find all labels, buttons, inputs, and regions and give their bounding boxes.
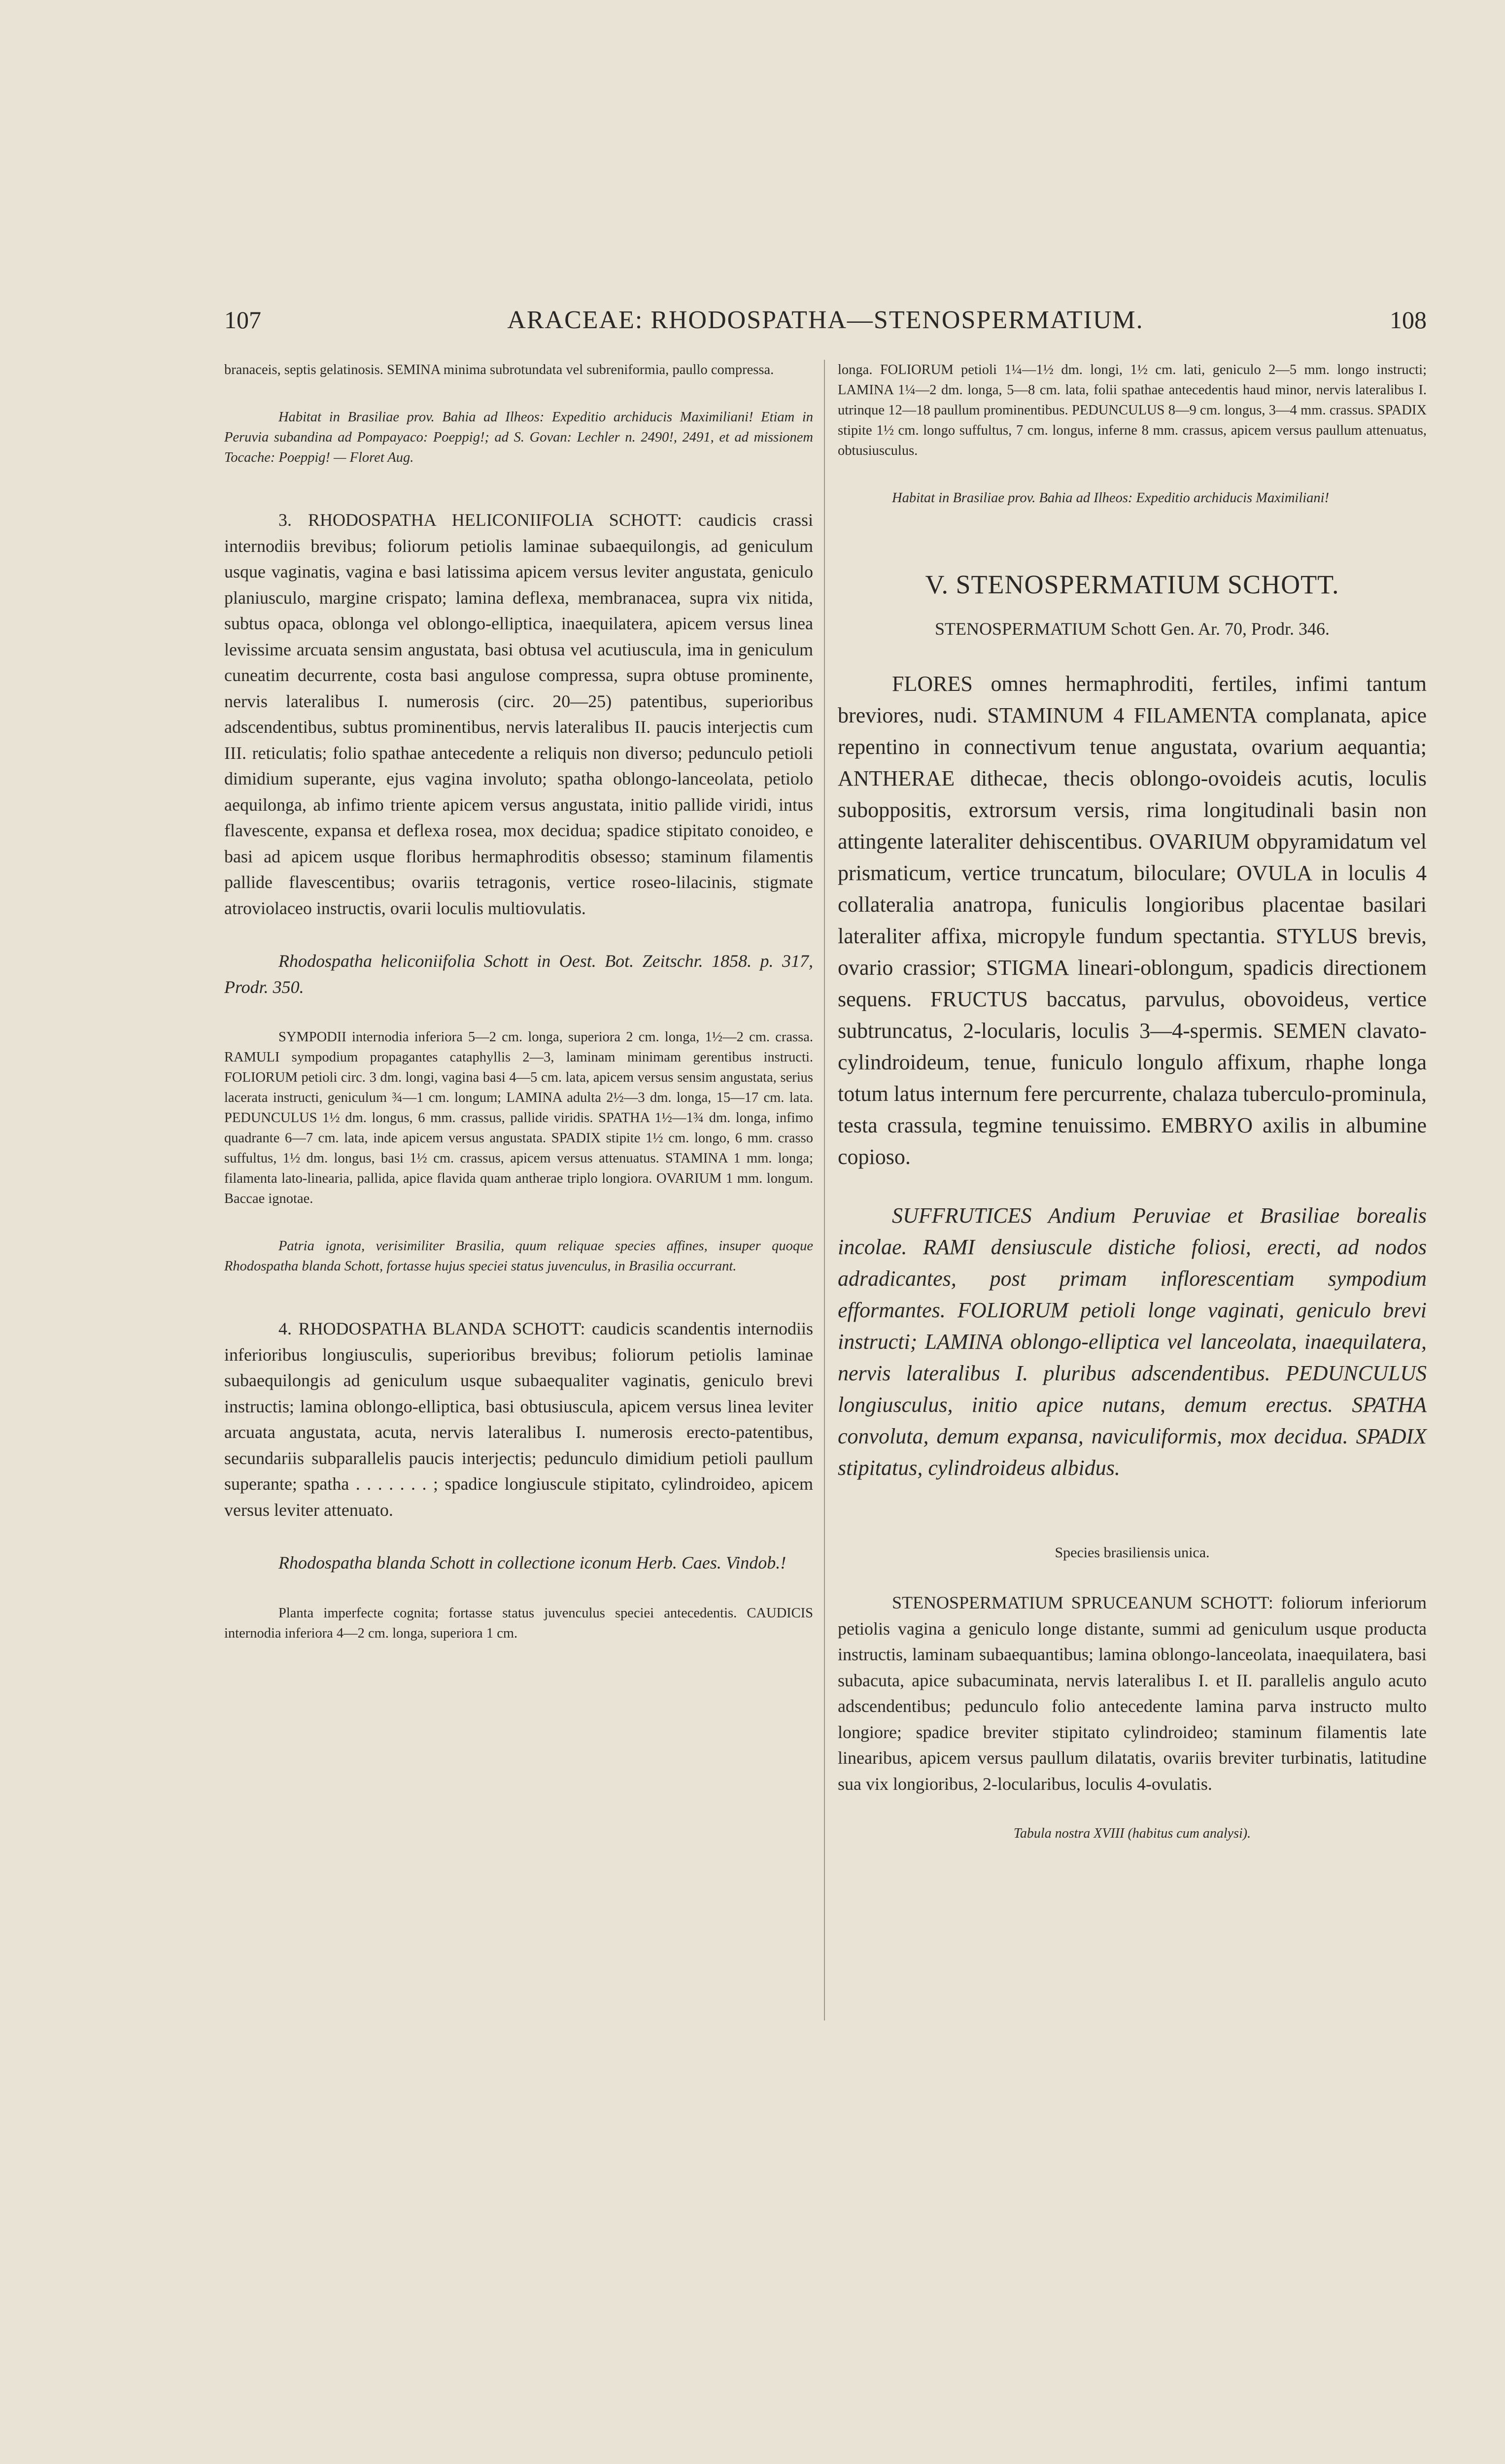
running-title: ARACEAE: RHODOSPATHA—STENOSPERMATIUM.: [507, 306, 1144, 334]
genus-description: FLORES omnes hermaphroditi, fertiles, infimi tantum breviores, nudi. STAMINUM 4 FILAMENTA complanata, apice repentino in connectivum tenue angustata, ovarium aequantia; ANTHERAE dithecae, thecis oblongo-ovoideis acutis, loculis suboppositis, extrorsum versis, rima longitudinali basin non attingente lateraliter dehiscentibus. OVARIUM obpyramidatum vel prismaticum, vertice truncatum, biloculare; OVULA in loculis 4 collateralia anatropa, funiculis longioribus placentae basilari lateraliter affixa, micropyle fundum spectantia. STYLUS brevis, ovario crassior; STIGMA lineari-oblongum, spadicis directionem sequens. FRUCTUS baccatus, parvulus, obovoideus, vertice subtruncatus, 2-locularis, loculis 3—4-spermis. SEMEN clavato-cylindroideum, tenue, funiculo longulo affixum, rhaphe longa totum latus internum fere percurrente, chalaza tuberculo-prominula, testa crassula, tegmine tenuissimo. EMBRYO axilis in albumine copioso.: [838, 672, 1427, 1169]
species-description: STENOSPERMATIUM SPRUCEANUM SCHOTT: foliorum inferiorum petiolis vagina a geniculo longe distante, summi ad geniculum usque producta instructis, laminam subaequantibus; lamina oblongo-lanceolata, inaequilatera, basi subacuta, apice subacuminata, nervis lateralibus I. et II. parallelis angulo acuto adscendentibus; pedunculo folio antecedente lamina parva instructo multo longiore; spadice breviter stipitato cylindroideo; staminum filamentis late linearibus, apicem versus paullum dilatatis, ovariis breviter turbinatis, latitudine sua vix longioribus, 2-locularibus, loculis 4-ovulatis.: [838, 1593, 1427, 1794]
continued-measurements: longa. FOLIORUM petioli 1¼—1½ dm. longi, 1½ cm. lati, geniculo 2—5 mm. longo instructi; LAMINA 1¼—2 dm. longa, 5—8 cm. lata, folii spathae antecedentis haud minor, nervis lateralibus I. utrinque 12—18 paullum prominentibus. PEDUNCULUS 8—9 cm. longus, 3—4 mm. crassus. SPADIX stipite 1½ cm. longo suffultus, 7 cm. longus, inferne 8 mm. crassus, apicem versus paullum attenuatus, obtusiusculus.: [838, 362, 1427, 458]
species-3-measurements: SYMPODII internodia inferiora 5—2 cm. longa, superiora 2 cm. longa, 1½—2 cm. crassa. RAMULI sympodium propagantes cataphyllis 2—3, laminam minimam gerentibus instructi. FOLIORUM petioli circ. 3 dm. longi, vagina basi 4—5 cm. lata, apicem versus sensim angustata, serius lacerata instructi, geniculum ¾—1 cm. longum; LAMINA adulta 2½—3 dm. longa, 15—17 cm. lata. PEDUNCULUS 1½ dm. longus, 6 mm. crassus, pallide viridis. SPATHA 1½—1¾ dm. longa, infimo quadrante 6—7 cm. lata, inde apicem versus angustata. SPADIX stipite 1½ cm. longo, 6 mm. crasso suffultus, 1½ dm. longus, basi 1½ cm. crassus, apicem versus attenuatus. STAMINA 1 mm. longa; filamenta lato-linearia, pallida, apice flavida quam antherae triplo longiora. OVARIUM 1 mm. longum. Baccae ignotae.: [224, 1029, 813, 1206]
genus-reference: STENOSPERMATIUM Schott Gen. Ar. 70, Prodr. 346.: [934, 619, 1330, 639]
species-4-note: Planta imperfecte cognita; fortasse status juvenculus speciei antecedentis. CAUDICIS internodia inferiora 4—2 cm. longa, superiora 1 cm.: [224, 1605, 813, 1641]
species-3-reference: Rhodospatha heliconiifolia Schott in Oest. Bot. Zeitschr. 1858. p. 317, Prodr. 350.: [224, 951, 813, 997]
column-divider: [824, 360, 825, 2020]
page-number-left: 107: [224, 306, 261, 334]
page-number-right: 108: [1390, 306, 1427, 334]
species-3-description: 3. RHODOSPATHA HELICONIIFOLIA SCHOTT: caudicis crassi internodiis brevibus; foliorum petiolis laminae subaequilongis, ad geniculum usque vaginatis, vagina e basi latissima apicem versus leviter angustata, geniculo planiusculo, margine crispato; lamina deflexa, membranacea, supra vix nitida, subtus opaca, oblonga vel oblongo-elliptica, inaequilatera, apicem versus linea levissime arcuata sensim angustata, basi obtusa vel acutiuscula, ima in geniculum cuneatim decurrente, costa basi angulose compressa, supra obtuse prominente, nervis lateralibus I. numerosis (circ. 20—25) patentibus, superioribus adscendentibus, subtus prominentibus, nervis lateralibus II. paucis interjectis cum III. reticulatis; folio spathae antecedente a reliquis non diverso; pedunculo petioli dimidium superante, ejus vagina involuto; spatha oblongo-lanceolata, petiolo aequilonga, ab infimo triente apicem versus angustata, initio pallide viridi, intus flavescente, expansa et deflexa rosea, mox decidua; spadice stipitato conoideo, e basi ad apicem usque floribus hermaphroditis obsesso; staminum filamentis pallide flavescentibus; ovariis tetragonis, vertice roseo-lilacinis, stigmate atroviolaceo instructis, ovarii loculis multiovulatis.: [224, 510, 813, 918]
habitat-sp4: Habitat in Brasiliae prov. Bahia ad Ilheos: Expeditio archiducis Maximiliani!: [892, 490, 1330, 506]
plate-reference: Tabula nostra XVIII (habitus cum analysi).: [1013, 1826, 1251, 1841]
left-column: [224, 360, 813, 1643]
habitat-sp2: Habitat in Brasiliae prov. Bahia ad Ilheos: Expeditio archiducis Maximiliani! Etiam in Peruvia subandina ad Pompayaco: Poeppig!; ad S. Govan: Lechler n. 2490!, 2491, et ad missionem Tocache: Poeppig! — Floret Aug.: [224, 410, 813, 465]
continued-text: branaceis, septis gelatinosis. SEMINA minima subrotundata vel subreniformia, paullo compressa.: [224, 362, 774, 377]
species-4-description: 4. RHODOSPATHA BLANDA SCHOTT: caudicis scandentis internodiis inferioribus longiusculis, superioribus brevibus; foliorum petiolis laminae subaequilongis ad geniculum usque subaequaliter vaginatis, geniculo brevi instructis; lamina oblongo-elliptica, basi obtusiuscula, apicem versus linea leviter arcuata angustata, acuta, nervis lateralibus I. numerosis erecto-patentibus, secundariis subparallelis paucis interjectis; pedunculo dimidium petioli paullum superante; spatha . . . . . . . ; spadice longiuscule stipitato, cylindroideo, apicem versus leviter attenuato.: [224, 1319, 813, 1520]
species-3-habitat: Patria ignota, verisimiliter Brasilia, quum reliquae species affines, insuper quoque Rhodospatha blanda Schott, fortasse hujus speciei status juvenculus, in Brasilia occurrant.: [224, 1238, 813, 1274]
species-4-reference: Rhodospatha blanda Schott in collectione iconum Herb. Caes. Vindob.!: [278, 1553, 787, 1573]
page-header: [224, 306, 1427, 345]
right-column: [838, 360, 1427, 1844]
genus-title: V. STENOSPERMATIUM SCHOTT.: [925, 570, 1339, 599]
genus-habit: SUFFRUTICES Andium Peruviae et Brasiliae borealis incolae. RAMI densiuscule distiche foliosi, erecti, ad nodos adradicantes, post primam inflorescentiam sympodium efformantes. FOLIORUM petioli longe vaginati, geniculo brevi instructi; LAMINA oblongo-elliptica vel lanceolata, inaequilatera, nervis lateralibus I. pluribus adscendentibus. PEDUNCULUS longiusculus, initio apice nutans, demum erectus. SPATHA convoluta, demum expansa, naviculiformis, mox decidua. SPADIX stipitatus, cylindroideus albidus.: [838, 1203, 1427, 1480]
species-heading: Species brasiliensis unica.: [1055, 1544, 1210, 1561]
